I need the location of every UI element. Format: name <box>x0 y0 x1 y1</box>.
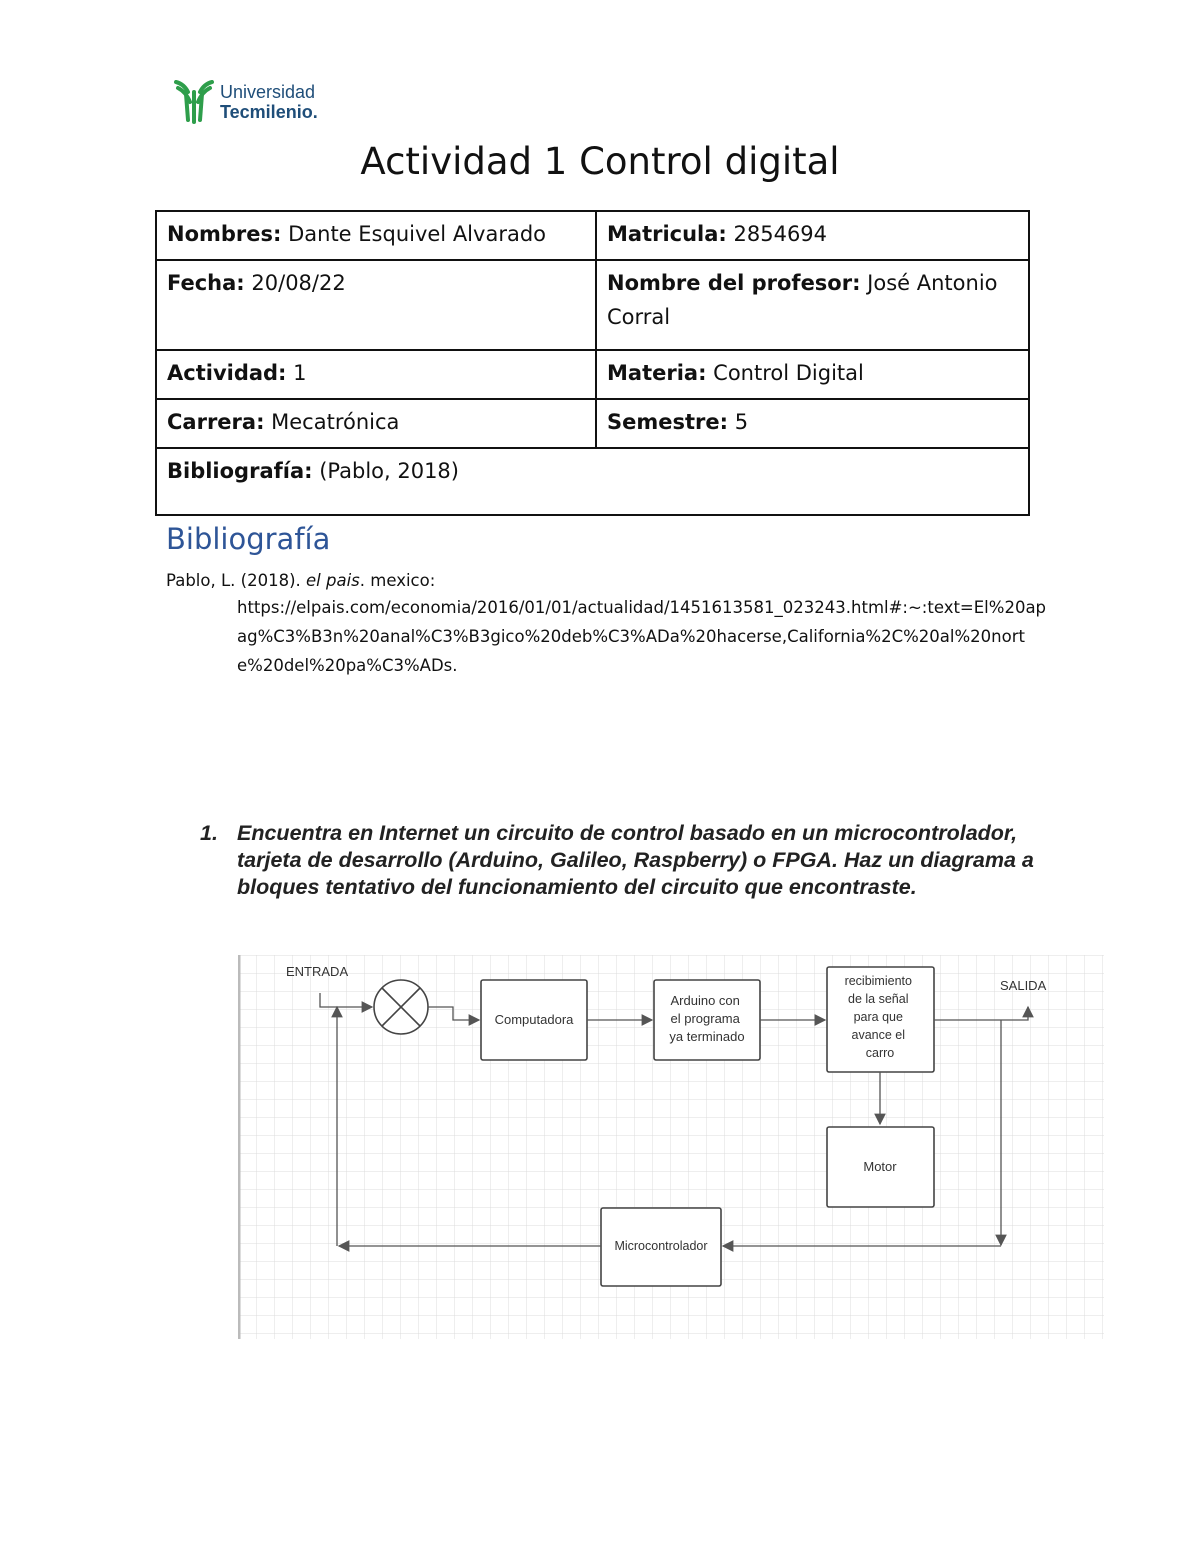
microcontrolador-label: Microcontrolador <box>614 1239 708 1253</box>
bibliografia-cell <box>156 448 1029 515</box>
arduino-line-3: ya terminado <box>669 1029 745 1044</box>
recibimiento-line-3: para que <box>853 1010 903 1024</box>
bibliography-source: el pais <box>306 571 360 590</box>
bibliografia-label: Bibliografía: <box>167 459 313 483</box>
carrera-value: Mecatrónica <box>264 410 400 434</box>
recibimiento-line-1: recibimiento <box>844 974 912 988</box>
bibliography-rest: . mexico: <box>359 571 436 590</box>
block-diagram <box>238 955 1104 1339</box>
fecha-cell <box>156 260 596 350</box>
materia-cell <box>596 350 1029 399</box>
actividad-label: Actividad: <box>167 361 287 385</box>
logo-line-1: Universidad <box>220 82 316 102</box>
tecmilenio-leaf-icon <box>174 80 214 124</box>
matricula-cell <box>596 211 1029 260</box>
computadora-label: Computadora <box>494 1012 574 1027</box>
question-text: Encuentra en Internet un circuito de control basado en un microcontrolador, tarjeta de desarrollo (Arduino, Galileo, Raspberry) o FPGA. Haz un diagrama a bloques tentativo del funcionamiento del circuito que encontraste. <box>237 821 1034 899</box>
fecha-value: 20/08/22 <box>244 271 346 295</box>
carrera-label: Carrera: <box>167 410 265 434</box>
bibliography-author: Pablo, L. (2018). <box>166 571 307 590</box>
recibimiento-line-5: carro <box>865 1046 895 1060</box>
info-table <box>155 210 1030 516</box>
matricula-value: 2854694 <box>726 222 828 246</box>
matricula-label: Matricula: <box>607 222 727 246</box>
semestre-label: Semestre: <box>607 410 729 434</box>
semestre-cell <box>596 399 1029 448</box>
fecha-label: Fecha: <box>167 271 245 295</box>
entrada-label: ENTRADA <box>286 964 349 979</box>
profesor-value: José Antonio Corral <box>607 271 998 329</box>
materia-value: Control Digital <box>706 361 864 385</box>
bibliography-entry <box>166 566 1066 595</box>
materia-label: Materia: <box>607 361 707 385</box>
recibimiento-line-4: avance el <box>851 1028 906 1042</box>
salida-label: SALIDA <box>1000 978 1047 993</box>
nombres-label: Nombres: <box>167 222 282 246</box>
bibliography-heading: Bibliografía <box>166 522 331 556</box>
carrera-cell <box>156 399 596 448</box>
arduino-label <box>669 993 744 1044</box>
motor-label: Motor <box>863 1159 897 1174</box>
nombres-value: Dante Esquivel Alvarado <box>281 222 546 246</box>
bibliography-url[interactable]: https://elpais.com/economia/2016/01/01/actualidad/1451613581_023243.html#:~:text=El%20apag%C3%B3n%20anal%C3%B3gico%20deb%C3%ADa%20hacerse,California%2C%20al%20norte%20del%20pa%C3%ADs. <box>237 598 1047 675</box>
nombres-cell <box>156 211 596 260</box>
page-title: Actividad 1 Control digital <box>360 140 840 183</box>
profesor-cell <box>596 260 1029 350</box>
question-number: 1. <box>200 821 218 845</box>
arduino-line-2: el programa <box>670 1011 740 1026</box>
logo-line-2: Tecmilenio. <box>220 102 318 122</box>
actividad-value: 1 <box>286 361 307 385</box>
profesor-label: Nombre del profesor: <box>607 271 861 295</box>
logo-text <box>220 82 318 122</box>
arduino-line-1: Arduino con <box>670 993 740 1008</box>
summing-junction <box>374 980 428 1034</box>
university-logo <box>174 80 334 126</box>
bibliografia-value: (Pablo, 2018) <box>312 459 459 483</box>
semestre-value: 5 <box>728 410 749 434</box>
actividad-cell <box>156 350 596 399</box>
recibimiento-line-2: de la señal <box>848 992 909 1006</box>
